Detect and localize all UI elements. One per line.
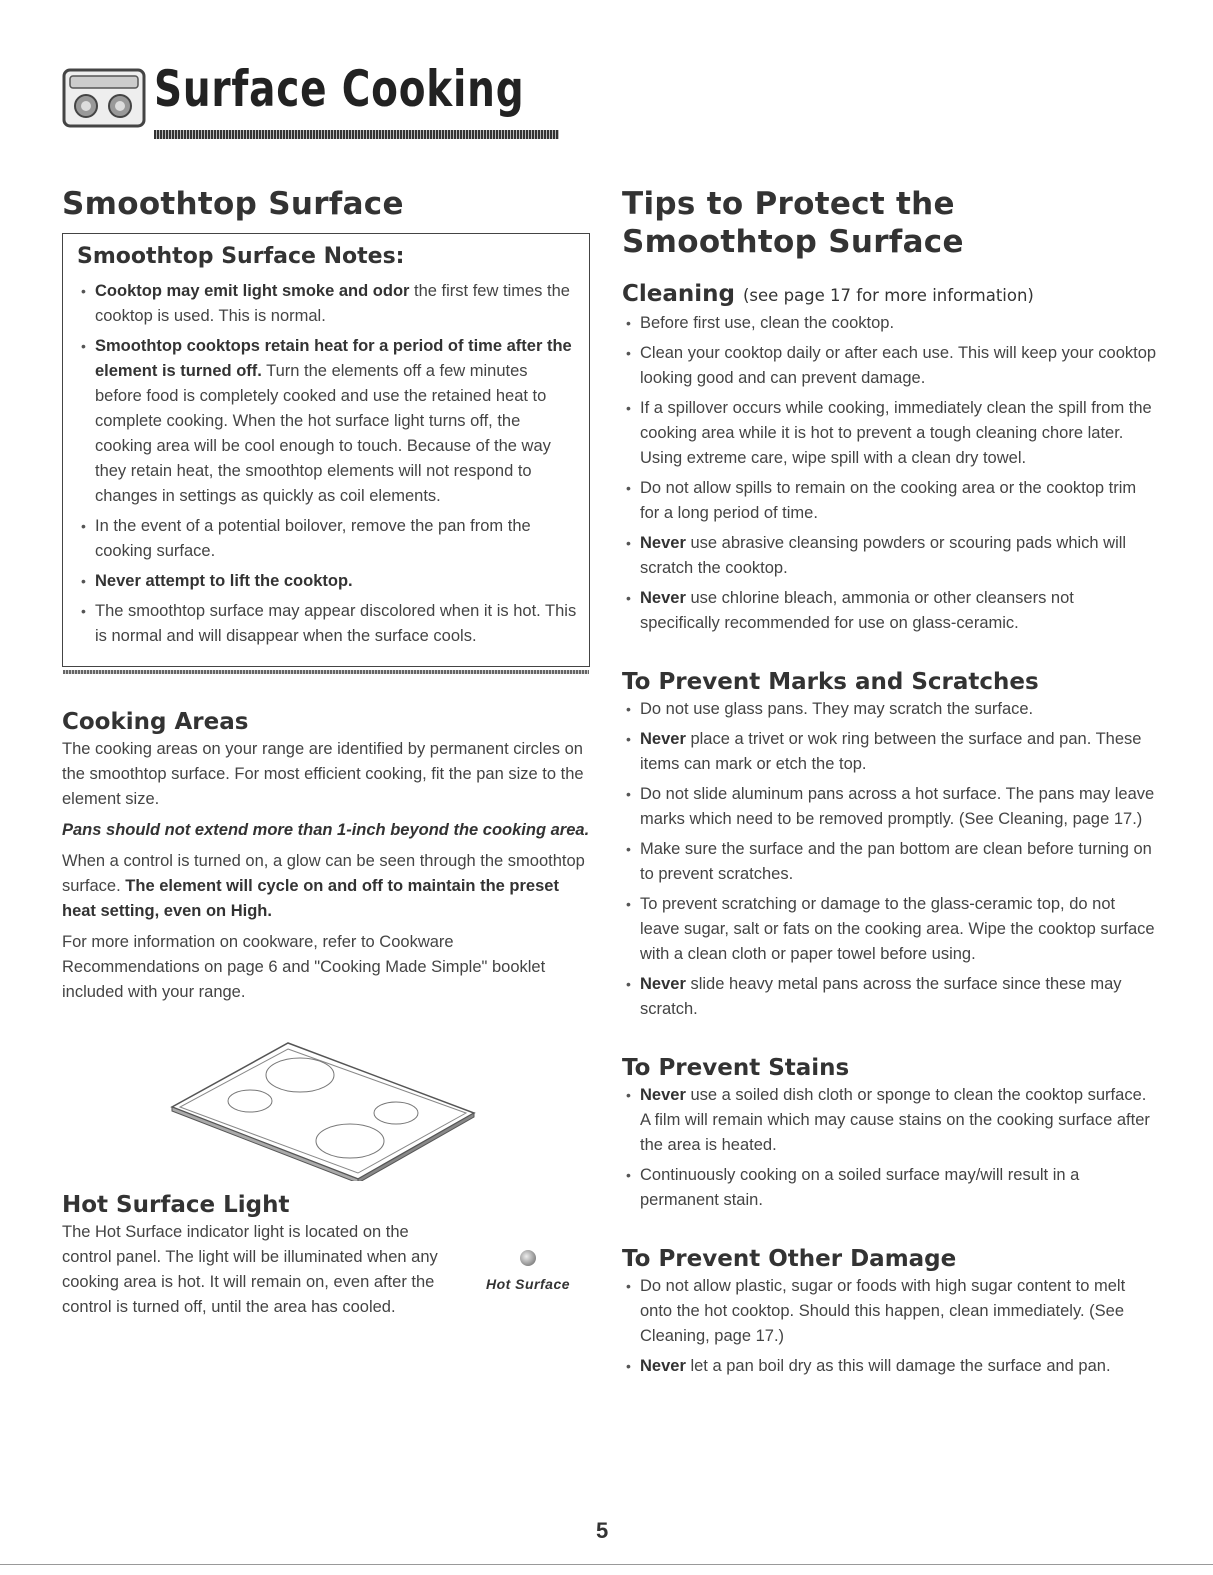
list-item xyxy=(622,586,1157,636)
marks-list xyxy=(622,697,1157,1022)
list-item-text: let a pan boil dry as this will damage the surface and pan. xyxy=(685,1357,1111,1375)
list-item xyxy=(622,1083,1157,1158)
list-item xyxy=(622,341,1157,391)
list-item xyxy=(77,599,577,649)
cleaning-list xyxy=(622,311,1157,636)
list-item xyxy=(77,569,577,594)
list-item-text: use a soiled dish cloth or sponge to clean the cooktop surface. A film will remain which may cause stains on the cooking surface after the area is heated. xyxy=(640,1086,1150,1154)
list-item xyxy=(622,476,1157,526)
list-item xyxy=(622,1354,1157,1379)
list-item xyxy=(622,972,1157,1022)
list-item-text: In the event of a potential boilover, remove the pan from the cooking surface. xyxy=(95,517,531,560)
list-item-bold: Never xyxy=(640,975,686,993)
header-rule xyxy=(154,130,559,139)
list-item-text: To prevent scratching or damage to the glass-ceramic top, do not leave sugar, salt or fats on the cooking area. Wipe the cooktop surface with a clean cloth or paper towel before using. xyxy=(640,895,1155,963)
list-item-text: Continuously cooking on a soiled surface may/will result in a permanent stain. xyxy=(640,1166,1080,1209)
list-item xyxy=(622,396,1157,471)
smoothtop-surface-title: Smoothtop Surface xyxy=(62,186,404,222)
hot-surface-label: Hot Surface xyxy=(485,1276,571,1292)
list-item xyxy=(622,1274,1157,1349)
list-item-text: use chlorine bleach, ammonia or other cleansers not specifically recommended for use on glass-ceramic. xyxy=(640,589,1074,632)
list-item xyxy=(622,531,1157,581)
list-item-text: use abrasive cleansing powders or scouring pads which will scratch the cooktop. xyxy=(640,534,1127,577)
list-item xyxy=(622,697,1157,722)
page-header-title: Surface Cooking xyxy=(154,60,525,118)
page-number: 5 xyxy=(596,1518,609,1543)
notes-list xyxy=(77,279,577,649)
tips-title: Tips to Protect the Smoothtop Surface xyxy=(622,186,964,260)
hot-surface-title: Hot Surface Light xyxy=(62,1192,290,1218)
list-item-bold: Never xyxy=(640,730,686,748)
cleaning-title: Cleaning xyxy=(622,281,735,307)
cooking-areas-p3-text: When a control is turned on, a glow can be seen through the smoothtop surface. xyxy=(62,852,585,895)
list-item xyxy=(622,311,1157,336)
list-item-bold: Never attempt to lift the cooktop. xyxy=(95,572,353,590)
list-item-bold: Never xyxy=(640,589,686,607)
cleaning-heading xyxy=(622,279,1157,311)
list-item-bold: Never xyxy=(640,534,686,552)
left-column xyxy=(62,185,590,1326)
cooktop-icon xyxy=(62,68,146,128)
list-item xyxy=(622,892,1157,967)
list-item-bold: Cooktop may emit light smoke and odor xyxy=(95,282,410,300)
cooking-areas-p1: The cooking areas on your range are identified by permanent circles on the smoothtop surface. For most efficient cooking, fit the pan size to the element size. xyxy=(62,740,584,808)
notes-title: Smoothtop Surface Notes: xyxy=(77,244,405,269)
hot-surface-light-icon xyxy=(520,1250,536,1266)
notes-box xyxy=(62,233,590,667)
cleaning-note: (see page 17 for more information) xyxy=(743,286,1034,305)
other-damage-list xyxy=(622,1274,1157,1379)
stains-title: To Prevent Stains xyxy=(622,1055,850,1081)
stains-list xyxy=(622,1083,1157,1213)
bottom-rule xyxy=(0,1564,1213,1565)
list-item-text: Do not allow spills to remain on the cooking area or the cooktop trim for a long period of time. xyxy=(640,479,1137,522)
list-item-bold: Never xyxy=(640,1357,686,1375)
cooking-areas-p3-bold: The element will cycle on and off to maintain the preset heat setting, even on High. xyxy=(62,877,559,920)
hot-surface-text xyxy=(62,1220,457,1320)
cooking-areas-p3 xyxy=(62,849,590,924)
list-item xyxy=(77,514,577,564)
list-item-text: If a spillover occurs while cooking, immediately clean the spill from the cooking area while it is hot to prevent a tough cleaning chore later. Using extreme care, wipe spill with a clean dry towel. xyxy=(640,399,1152,467)
cooktop-diagram xyxy=(170,1041,476,1181)
other-damage-title: To Prevent Other Damage xyxy=(622,1246,957,1272)
list-item-text: place a trivet or wok ring between the surface and pan. These items can mark or etch the top. xyxy=(640,730,1142,773)
list-item-text: the first few times the cooktop is used. This is normal. xyxy=(95,282,570,325)
page-header xyxy=(62,60,525,140)
hot-surface-text-body: The Hot Surface indicator light is located on the control panel. The light will be illuminated when any cooking area is hot. It will remain on, even after the control is turned off, until the area has cooled. xyxy=(62,1223,438,1316)
cooking-areas-title: Cooking Areas xyxy=(62,709,249,735)
list-item xyxy=(622,727,1157,777)
list-item-text: Do not slide aluminum pans across a hot surface. The pans may leave marks which need to be removed promptly. (See Cleaning, page 17.) xyxy=(640,785,1155,828)
list-item-text: Do not allow plastic, sugar or foods with high sugar content to melt onto the hot cooktop. Should this happen, clean immediately. (See Cleaning, page 17.) xyxy=(640,1277,1126,1345)
cooking-areas-p4: For more information on cookware, refer to Cookware Recommendations on page 6 and "Cooking Made Simple" booklet included with your range. xyxy=(62,933,546,1001)
list-item-bold: Smoothtop cooktops retain heat for a period of time after the element is turned off. xyxy=(95,337,572,380)
marks-title: To Prevent Marks and Scratches xyxy=(622,669,1039,695)
list-item-text: slide heavy metal pans across the surface since these may scratch. xyxy=(640,975,1122,1018)
list-item-text: Clean your cooktop daily or after each use. This will keep your cooktop looking good and can prevent damage. xyxy=(640,344,1157,387)
list-item-text: Make sure the surface and the pan bottom are clean before turning on to prevent scratches. xyxy=(640,840,1152,883)
list-item xyxy=(622,782,1157,832)
cooking-areas-warning: Pans should not extend more than 1-inch beyond the cooking area. xyxy=(62,821,590,839)
list-item xyxy=(77,279,577,329)
list-item xyxy=(77,334,577,509)
list-item-text: The smoothtop surface may appear discolored when it is hot. This is normal and will disappear when the surface cools. xyxy=(95,602,577,645)
hot-surface-section xyxy=(62,1190,590,1320)
list-item-text: Before first use, clean the cooktop. xyxy=(640,314,895,332)
list-item xyxy=(622,837,1157,887)
right-column xyxy=(622,185,1157,1384)
hot-surface-indicator xyxy=(473,1250,583,1292)
list-item-text: Turn the elements off a few minutes before food is completely cooked and use the retained heat to complete cooking. When the hot surface light turns off, the cooking area will be cool enough to touch. Because of the way they retain heat, the smoothtop elements will not respond to changes in settings as quickly as coil elements. xyxy=(95,362,551,505)
list-item-text: Do not use glass pans. They may scratch the surface. xyxy=(640,700,1034,718)
list-item-bold: Never xyxy=(640,1086,686,1104)
list-item xyxy=(622,1163,1157,1213)
